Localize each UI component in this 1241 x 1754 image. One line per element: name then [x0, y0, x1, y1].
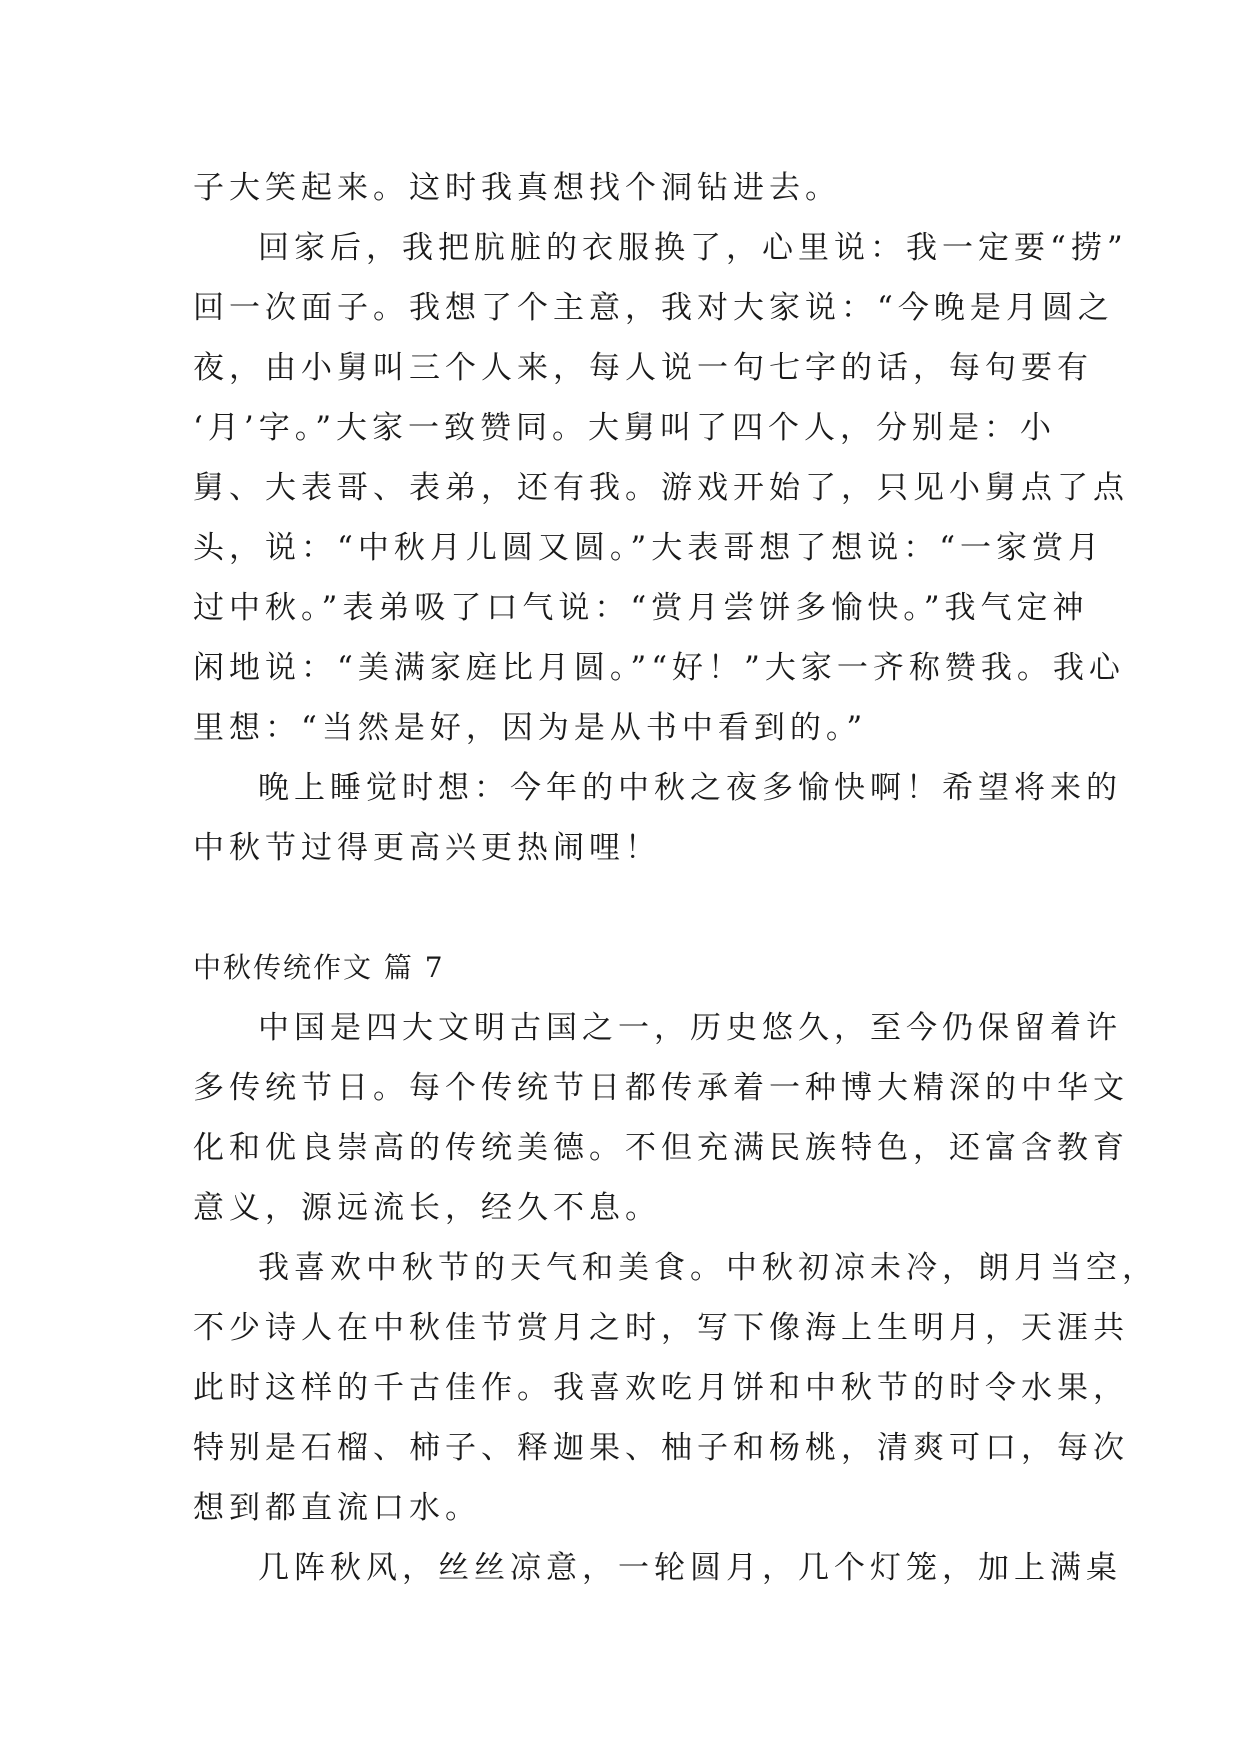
text-line: 子大笑起来。这时我真想找个洞钻进去。: [193, 170, 841, 206]
text-line: 几阵秋风，丝丝凉意，一轮圆月，几个灯笼，加上满桌: [258, 1550, 1122, 1586]
text-line: 闲地说：“美满家庭比月圆。”“好！”大家一齐称赞我。我心: [193, 650, 1125, 686]
text-line: 此时这样的千古佳作。我喜欢吃月饼和中秋节的时令水果，: [193, 1370, 1129, 1406]
text-line: 里想：“当然是好，因为是从书中看到的。”: [193, 710, 868, 746]
text-line: 夜，由小舅叫三个人来，每人说一句七字的话，每句要有: [193, 350, 1093, 386]
text-line: 化和优良崇高的传统美德。不但充满民族特色，还富含教育: [193, 1130, 1129, 1166]
text-line: 中秋节过得更高兴更热闹哩！: [193, 830, 661, 866]
text-line: 回家后，我把肮脏的衣服换了，心里说：我一定要“捞”: [258, 230, 1128, 266]
text-line: 头，说：“中秋月儿圆又圆。”大表哥想了想说：“一家赏月: [193, 530, 1105, 566]
text-line: 回一次面子。我想了个主意，我对大家说：“今晚是月圆之: [193, 290, 1114, 326]
text-line: 中国是四大文明古国之一，历史悠久，至今仍保留着许: [258, 1010, 1122, 1046]
text-line: ‘月’字。”大家一致赞同。大舅叫了四个人，分别是：小: [193, 410, 1057, 446]
text-line: 我喜欢中秋节的天气和美食。中秋初凉未冷，朗月当空，: [258, 1250, 1158, 1286]
text-line: 意义，源远流长，经久不息。: [193, 1190, 661, 1226]
text-line: 想到都直流口水。: [193, 1490, 481, 1526]
text-line: 过中秋。”表弟吸了口气说：“赏月尝饼多愉快。”我气定神: [193, 590, 1089, 626]
section-heading: 中秋传统作文 篇 7: [193, 951, 445, 984]
text-line: 不少诗人在中秋佳节赏月之时，写下像海上生明月，天涯共: [193, 1310, 1129, 1346]
text-line: 特别是石榴、柿子、释迦果、柚子和杨桃，清爽可口，每次: [193, 1430, 1129, 1466]
text-line: 多传统节日。每个传统节日都传承着一种博大精深的中华文: [193, 1070, 1129, 1106]
text-line: 舅、大表哥、表弟，还有我。游戏开始了，只见小舅点了点: [193, 470, 1129, 506]
text-line: 晚上睡觉时想：今年的中秋之夜多愉快啊！希望将来的: [258, 770, 1122, 806]
